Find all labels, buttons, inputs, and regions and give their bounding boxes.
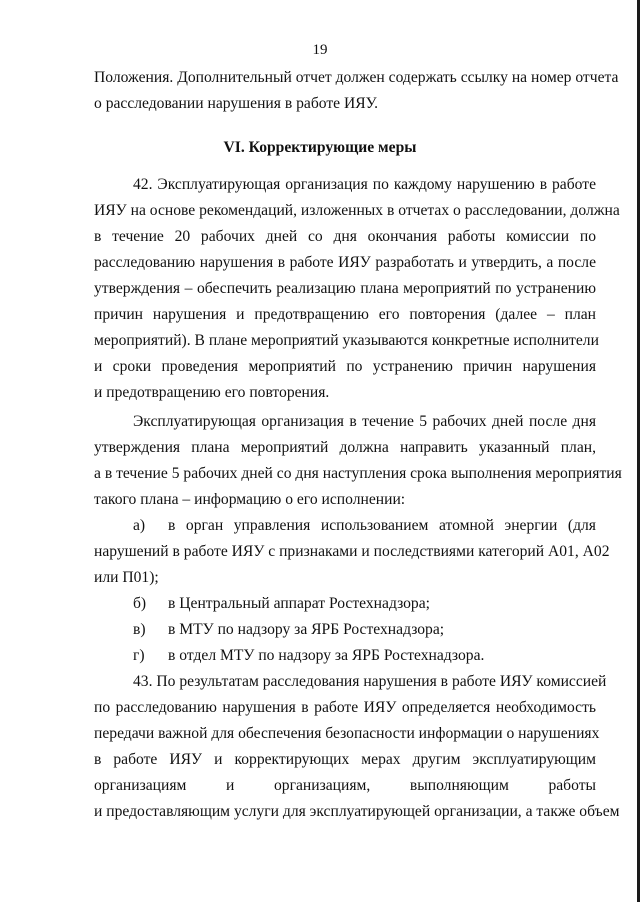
- page-number: 19: [312, 42, 328, 58]
- paragraph-43-line: в работе ИЯУ и корректирующих мерах другим эксплуатирующим: [94, 751, 596, 768]
- paragraph-42-line: и предотвращению его повторения.: [94, 384, 330, 401]
- paragraph-43-line: по расследованию нарушения в работе ИЯУ определяется необходимость: [94, 699, 596, 716]
- paragraph-submit-line: а в течение 5 рабочих дней со дня наступления срока выполнения мероприятия: [94, 465, 622, 482]
- paragraph-42-line: ИЯУ на основе рекомендаций, изложенных в отчетах о расследовании, должна: [94, 202, 620, 219]
- paragraph-43-line: передачи важной для обеспечения безопасности информации о нарушениях: [94, 725, 600, 742]
- paragraph-42-line: и сроки проведения мероприятий по устранению причин нарушения: [94, 358, 596, 375]
- list-item-letter: в): [133, 621, 146, 638]
- list-item-letter: г): [133, 647, 145, 664]
- list-item-letter: б): [133, 595, 147, 612]
- list-item-text: в отдел МТУ по надзору за ЯРБ Ростехнадзора.: [168, 647, 485, 664]
- list-item-text: или П01);: [94, 569, 159, 586]
- paragraph-42-line: утверждения – обеспечить реализацию плана мероприятий по устранению: [94, 280, 596, 297]
- paragraph-submit-line: утверждения плана мероприятий должна направить указанный план,: [94, 439, 596, 456]
- paragraph-42-line: причин нарушения и предотвращению его повторения (далее – план: [94, 306, 596, 323]
- section-heading: VI. Корректирующие меры: [223, 139, 417, 156]
- list-item-text: в Центральный аппарат Ростехнадзора;: [168, 595, 430, 612]
- intro-line: Положения. Дополнительный отчет должен содержать ссылку на номер отчета: [94, 69, 619, 86]
- paragraph-42-line: 42. Эксплуатирующая организация по каждому нарушению в работе: [133, 176, 596, 193]
- paragraph-43-line: и предоставляющим услуги для эксплуатирующей организации, а также объем: [94, 803, 620, 820]
- intro-line: о расследовании нарушения в работе ИЯУ.: [94, 95, 379, 112]
- paragraph-42-line: мероприятий). В плане мероприятий указываются конкретные исполнители: [94, 332, 599, 349]
- paragraph-42-line: расследованию нарушения в работе ИЯУ разработать и утвердить, а после: [94, 254, 596, 271]
- paragraph-42-line: в течение 20 рабочих дней со дня окончания работы комиссии по: [94, 228, 596, 245]
- paragraph-43-line: 43. По результатам расследования нарушения в работе ИЯУ комиссией: [133, 673, 607, 690]
- list-item-text: в орган управления использованием атомной энергии (для: [168, 517, 596, 534]
- paragraph-submit-line: Эксплуатирующая организация в течение 5 рабочих дней после дня: [133, 413, 596, 430]
- list-item-text: нарушений в работе ИЯУ с признаками и последствиями категорий А01, А02: [94, 543, 610, 560]
- list-item-letter: а): [133, 517, 146, 534]
- paragraph-submit-line: такого плана – информацию о его исполнении:: [94, 491, 406, 508]
- paragraph-43-line: организациям и организациям, выполняющим работы: [94, 777, 596, 794]
- list-item-text: в МТУ по надзору за ЯРБ Ростехнадзора;: [168, 621, 445, 638]
